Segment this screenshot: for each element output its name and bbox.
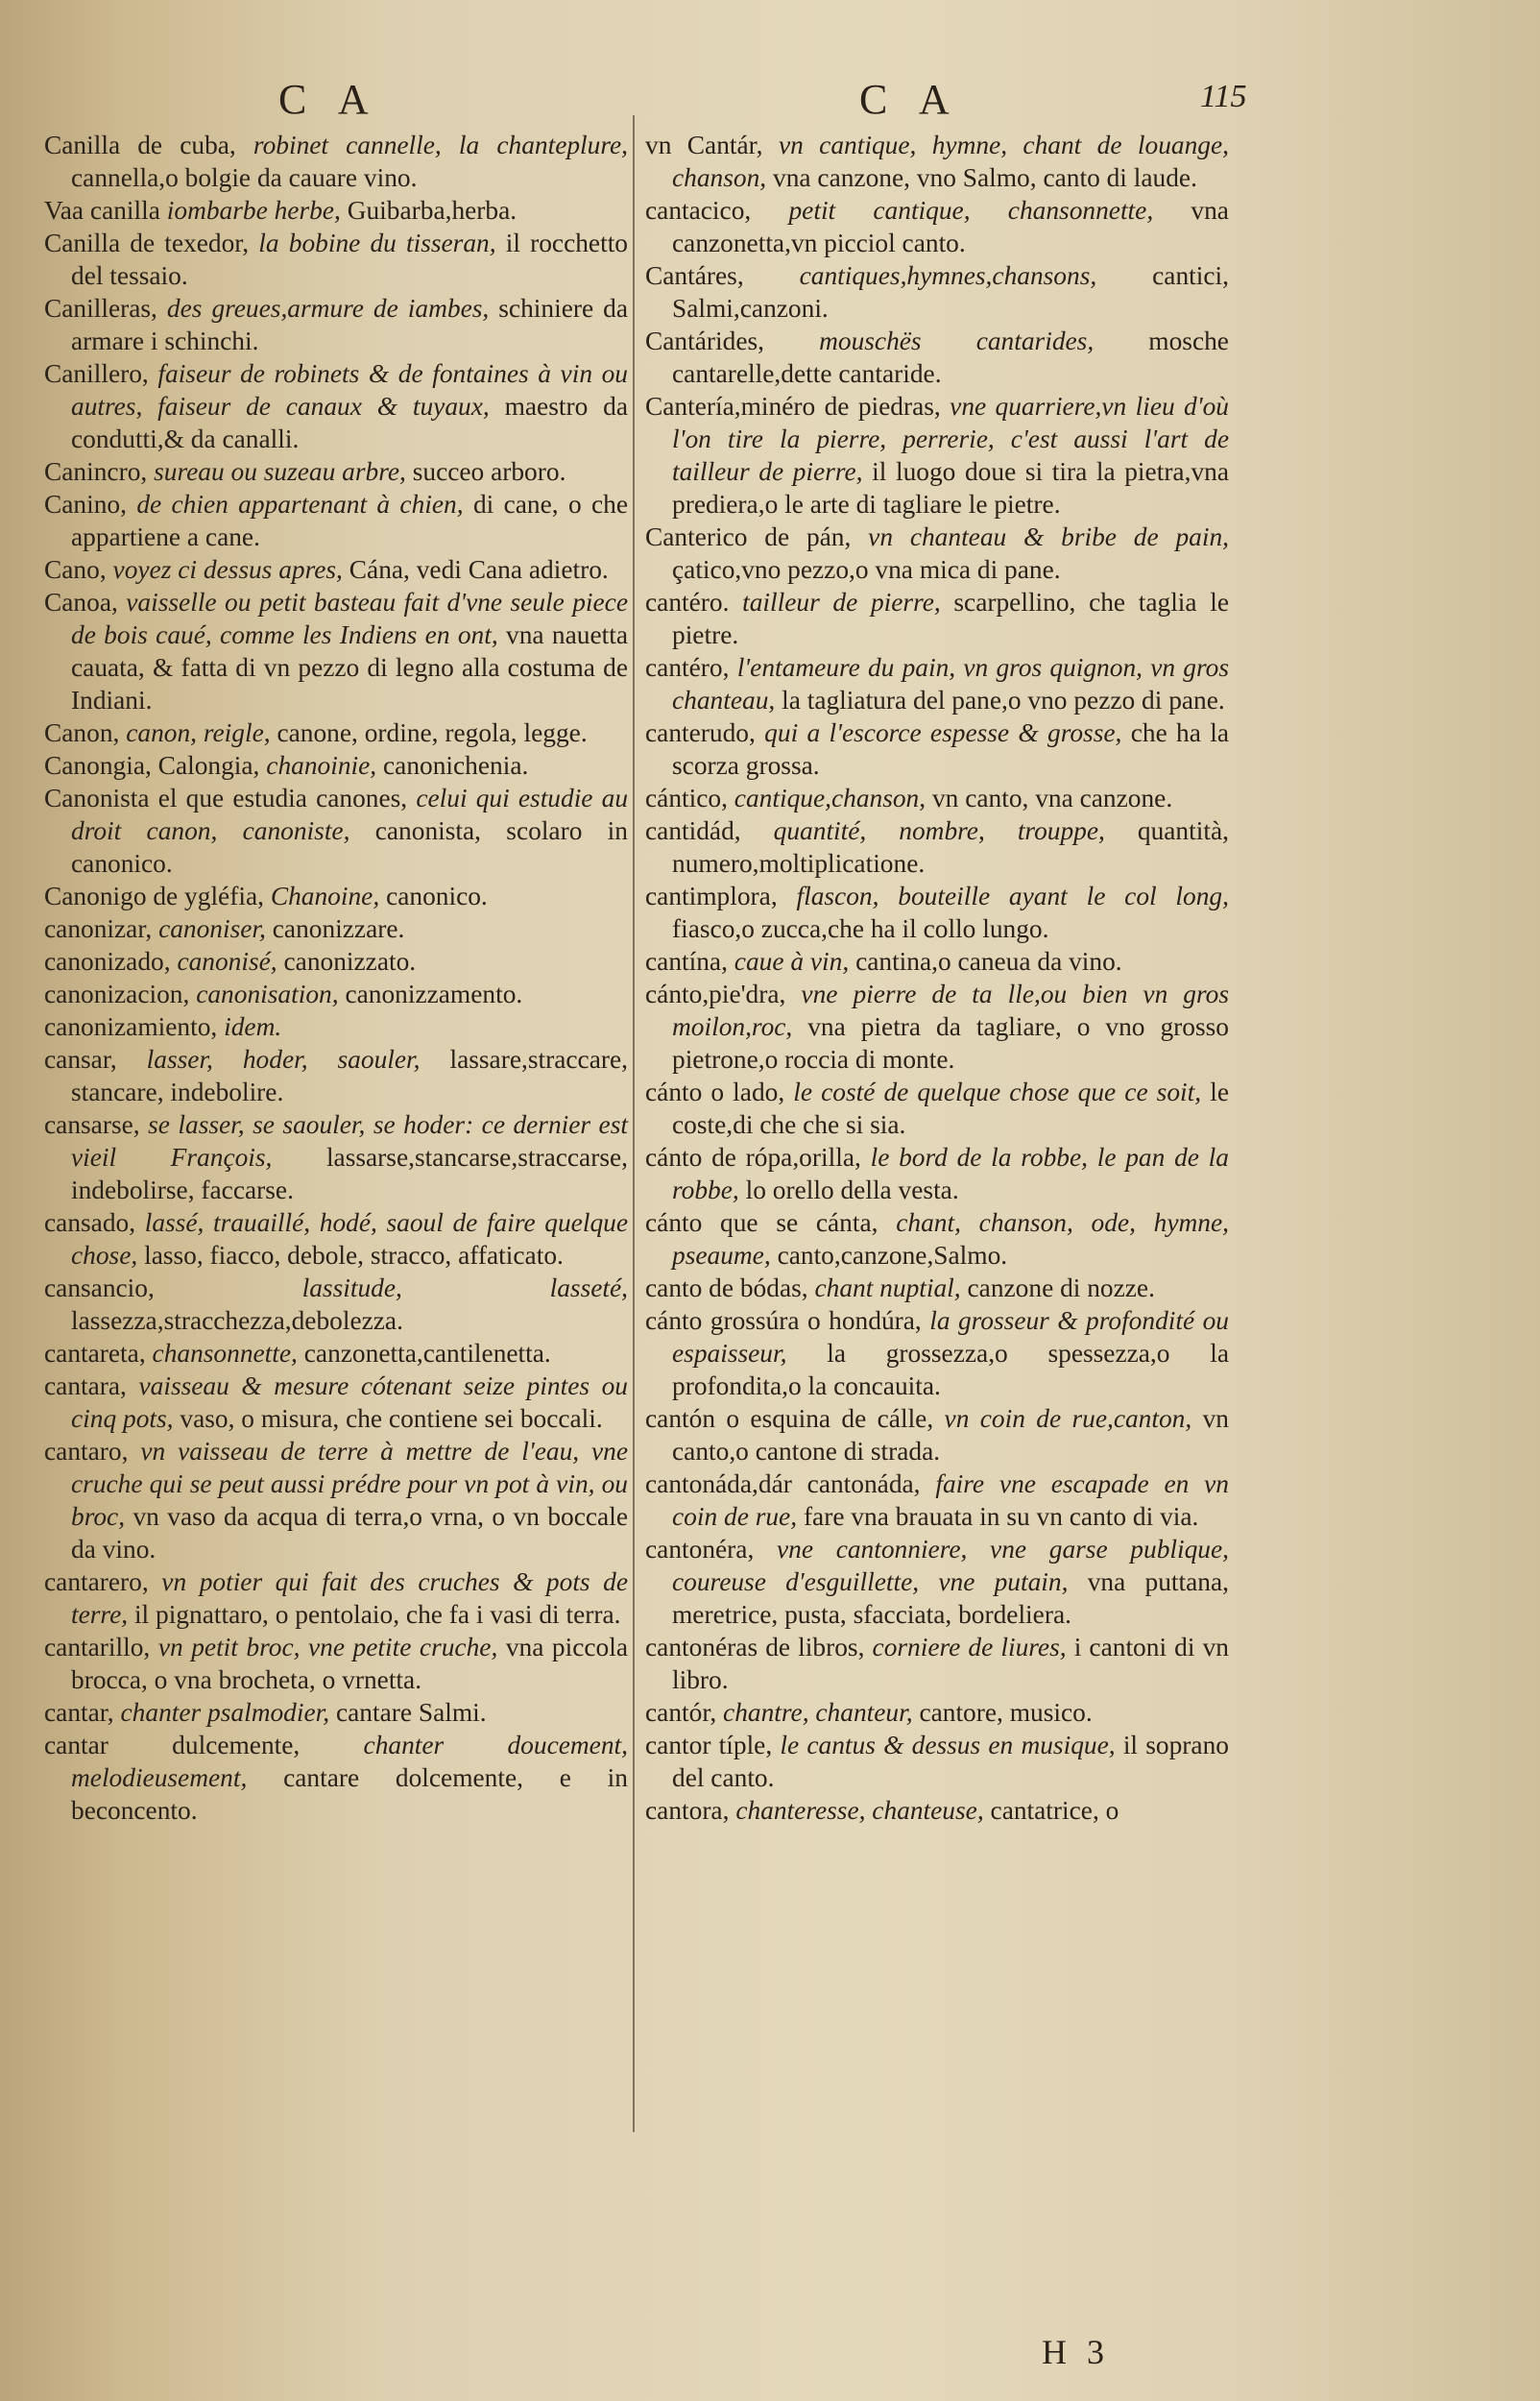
- italian-gloss: la grossezza,o spessezza,o la profondita,o la concauita.: [672, 1339, 1229, 1400]
- dictionary-entry: [645, 1402, 1229, 1467]
- dictionary-entry: [645, 880, 1229, 945]
- page-number: 115: [1200, 79, 1247, 114]
- french-gloss: robinet cannelle, la chanteplure,: [253, 131, 628, 159]
- french-gloss: chant nuptial,: [814, 1273, 961, 1302]
- dictionary-entry: [44, 912, 628, 945]
- italian-gloss: canonizzamento.: [345, 980, 523, 1008]
- french-gloss: l'entameure du pain, vn gros quignon, vn gros chanteau,: [672, 653, 1229, 715]
- right-column: [645, 129, 1229, 1827]
- spanish-headword: cantarero,: [44, 1567, 149, 1596]
- spanish-headword: Canillero,: [44, 359, 149, 388]
- french-gloss: chantre, chanteur,: [723, 1698, 913, 1727]
- italian-gloss: cantatrice, o: [990, 1796, 1119, 1825]
- spanish-headword: Canino,: [44, 490, 127, 519]
- dictionary-entry: [44, 1696, 628, 1729]
- spanish-headword: Canon,: [44, 718, 120, 747]
- dictionary-entry: [645, 814, 1229, 880]
- french-gloss: vne quarriere,vn lieu d'où l'on tire la pierre, perrerie, c'est aussi l'art de tailleur de pierre,: [672, 392, 1229, 486]
- spanish-headword: cantonéra,: [645, 1535, 755, 1564]
- dictionary-entry: [645, 390, 1229, 521]
- italian-gloss: canonista, scolaro in canonico.: [71, 816, 628, 878]
- dictionary-entry: [44, 716, 628, 749]
- italian-gloss: le coste,di che che si sia.: [672, 1078, 1229, 1139]
- dictionary-entry: [44, 1631, 628, 1696]
- spanish-headword: cantón o esquina de cálle,: [645, 1404, 934, 1433]
- spanish-headword: cánto que se cánta,: [645, 1208, 878, 1237]
- french-gloss: le cantus & dessus en musique,: [780, 1731, 1116, 1759]
- spanish-headword: Canilla de cuba,: [44, 131, 236, 159]
- spanish-headword: cantarillo,: [44, 1633, 151, 1661]
- dictionary-entry: [645, 1467, 1229, 1533]
- spanish-headword: vn Cantár,: [645, 131, 763, 159]
- dictionary-entry: [44, 782, 628, 880]
- italian-gloss: cantici, Salmi,canzoni.: [672, 261, 1229, 323]
- french-gloss: cantique,chanson,: [734, 784, 926, 812]
- italian-gloss: vna pietra da tagliare, o vno grosso pietrone,o roccia di monte.: [672, 1012, 1229, 1074]
- french-gloss: vn cantique, hymne, chant de louange, chanson,: [672, 131, 1230, 192]
- italian-gloss: canto,canzone,Salmo.: [777, 1241, 1008, 1270]
- french-gloss: qui a l'escorce espesse & grosse,: [764, 718, 1122, 747]
- french-gloss: chant, chanson, ode, hymne, pseaume,: [672, 1208, 1229, 1270]
- italian-gloss: mosche cantarelle,dette cantaride.: [672, 327, 1229, 388]
- spanish-headword: canonizamiento,: [44, 1012, 218, 1041]
- italian-gloss: fare vna brauata in su vn canto di via.: [803, 1502, 1199, 1531]
- french-gloss: la bobine du tisseran,: [258, 229, 496, 257]
- dictionary-entry: [44, 1337, 628, 1370]
- dictionary-entry: [645, 129, 1229, 194]
- dictionary-entry: [44, 1435, 628, 1565]
- italian-gloss: canzonetta,cantilenetta.: [303, 1339, 551, 1368]
- french-gloss: lasser, hoder, saouler,: [146, 1045, 421, 1074]
- dictionary-entry: [44, 1370, 628, 1435]
- italian-gloss: vna nauetta cauata, & fatta di vn pezzo di legno alla costuma de Indiani.: [71, 620, 628, 715]
- dictionary-entry: [44, 880, 628, 912]
- french-gloss: tailleur de pierre,: [742, 588, 941, 617]
- french-gloss: canonisation,: [196, 980, 339, 1008]
- dictionary-entry: [645, 1141, 1229, 1206]
- italian-gloss: canonichenia.: [383, 751, 529, 780]
- french-gloss: vaisseau & mesure cótenant seize pintes ou cinq pots,: [71, 1371, 628, 1433]
- italian-gloss: la tagliatura del pane,o vno pezzo di pane.: [782, 686, 1225, 715]
- left-column: [44, 129, 628, 1827]
- italian-gloss: il soprano del canto.: [672, 1731, 1229, 1792]
- italian-gloss: vn vaso da acqua di terra,o vrna, o vn boccale da vino.: [71, 1502, 628, 1564]
- spanish-headword: Canonigo de ygléfia,: [44, 882, 264, 910]
- french-gloss: vn vaisseau de terre à mettre de l'eau, vne cruche qui se peut aussi prédre pour vn pot à vin, ou broc,: [71, 1437, 629, 1531]
- dictionary-entry: [44, 194, 628, 227]
- spanish-headword: Canonista el que estudia canones,: [44, 784, 408, 812]
- italian-gloss: canzone di nozze.: [967, 1273, 1155, 1302]
- french-gloss: quantité, nombre, trouppe,: [773, 816, 1105, 845]
- dictionary-entry: [44, 553, 628, 586]
- italian-gloss: vna puttana, meretrice, pusta, sfacciata, bordeliera.: [672, 1567, 1229, 1629]
- french-gloss: vne pierre de ta lle,ou bien vn gros moilon,roc,: [672, 980, 1229, 1041]
- dictionary-entry: [645, 1304, 1229, 1402]
- dictionary-entry: [645, 521, 1229, 586]
- italian-gloss: il rocchetto del tessaio.: [71, 229, 628, 290]
- spanish-headword: cantonéras de libros,: [645, 1633, 865, 1661]
- dictionary-entry: [645, 194, 1229, 259]
- dictionary-entry: [645, 1272, 1229, 1304]
- dictionary-entry: [645, 586, 1229, 651]
- dictionary-entry: [44, 488, 628, 553]
- spanish-headword: cansancio,: [44, 1273, 155, 1302]
- spanish-headword: cantór,: [645, 1698, 717, 1727]
- spanish-headword: Cantárides,: [645, 327, 764, 355]
- spanish-headword: cántico,: [645, 784, 728, 812]
- italian-gloss: vna canzone, vno Salmo, canto di laude.: [773, 163, 1197, 192]
- french-gloss: chanter doucement, melodieusement,: [71, 1731, 628, 1792]
- spanish-headword: Canterico de pán,: [645, 522, 852, 551]
- french-gloss: la grosseur & profondité ou espaisseur,: [672, 1306, 1229, 1368]
- spanish-headword: cansar,: [44, 1045, 117, 1074]
- italian-gloss: vn canto, vna canzone.: [931, 784, 1173, 812]
- spanish-headword: cantimplora,: [645, 882, 778, 910]
- french-gloss: celui qui estudie au droit canon, canoniste,: [71, 784, 629, 845]
- spanish-headword: cánto de rópa,orilla,: [645, 1143, 861, 1172]
- spanish-headword: Cano,: [44, 555, 107, 584]
- spanish-headword: cantonáda,dár cantonáda,: [645, 1469, 921, 1498]
- dictionary-entry: [645, 945, 1229, 978]
- italian-gloss: fiasco,o zucca,che ha il collo lungo.: [672, 914, 1049, 943]
- italian-gloss: canonico.: [386, 882, 488, 910]
- italian-gloss: cantore, musico.: [919, 1698, 1093, 1727]
- dictionary-entry: [44, 1043, 628, 1108]
- french-gloss: corniere de liures,: [872, 1633, 1067, 1661]
- french-gloss: lassé, trauaillé, hodé, saoul de faire quelque chose,: [71, 1208, 628, 1270]
- spanish-headword: cantidád,: [645, 816, 741, 845]
- dictionary-entry: [44, 1108, 628, 1206]
- column-divider: [633, 115, 635, 2132]
- italian-gloss: quantità, numero,moltiplicatione.: [672, 816, 1229, 878]
- dictionary-entry: [44, 1272, 628, 1337]
- spanish-headword: cantora,: [645, 1796, 730, 1825]
- spanish-headword: cantína,: [645, 947, 728, 976]
- italian-gloss: lassarse,stancarse,straccarse, indebolirse, faccarse.: [71, 1143, 628, 1204]
- french-gloss: de chien appartenant à chien,: [136, 490, 464, 519]
- italian-gloss: çatico,vno pezzo,o vna mica di pane.: [672, 555, 1061, 584]
- french-gloss: le bord de la robbe, le pan de la robbe,: [672, 1143, 1229, 1204]
- spanish-headword: cansado,: [44, 1208, 136, 1237]
- french-gloss: chanteresse, chanteuse,: [735, 1796, 984, 1825]
- spanish-headword: Canoa,: [44, 588, 118, 617]
- italian-gloss: vna canzonetta,vn picciol canto.: [672, 196, 1229, 257]
- italian-gloss: Guibarba,herba.: [347, 196, 517, 225]
- french-gloss: vn chanteau & bribe de pain,: [868, 522, 1229, 551]
- dictionary-entry: [44, 1729, 628, 1827]
- spanish-headword: canonizado,: [44, 947, 171, 976]
- italian-gloss: lo orello della vesta.: [745, 1176, 959, 1204]
- italian-gloss: che ha la scorza grossa.: [672, 718, 1229, 780]
- french-gloss: chanter psalmodier,: [120, 1698, 330, 1727]
- dictionary-entry: [645, 1729, 1229, 1794]
- french-gloss: flascon, bouteille ayant le col long,: [796, 882, 1229, 910]
- italian-gloss: canonizzato.: [283, 947, 417, 976]
- italian-gloss: cantina,o caneua da vino.: [855, 947, 1122, 976]
- italian-gloss: lasso, fiacco, debole, stracco, affaticato.: [144, 1241, 564, 1270]
- spanish-headword: canonizacion,: [44, 980, 190, 1008]
- italian-gloss: di cane, o che appartiene a cane.: [71, 490, 628, 551]
- dictionary-entry: [645, 651, 1229, 716]
- italian-gloss: i cantoni di vn libro.: [672, 1633, 1229, 1694]
- dictionary-entry: [44, 1565, 628, 1631]
- dictionary-entry: [44, 455, 628, 488]
- spanish-headword: cantar,: [44, 1698, 114, 1727]
- spanish-headword: cansarse,: [44, 1110, 140, 1139]
- italian-gloss: il pignattaro, o pentolaio, che fa i vasi di terra.: [133, 1600, 621, 1629]
- spanish-headword: cantor típle,: [645, 1731, 773, 1759]
- french-gloss: Chanoine,: [270, 882, 380, 910]
- french-gloss: canonisé,: [177, 947, 277, 976]
- italian-gloss: cantare Salmi.: [335, 1698, 487, 1727]
- french-gloss: chansonnette,: [152, 1339, 298, 1368]
- spanish-headword: cantareta,: [44, 1339, 146, 1368]
- italian-gloss: canonizzare.: [272, 914, 405, 943]
- dictionary-entry: [645, 978, 1229, 1076]
- spanish-headword: cánto,pie'dra,: [645, 980, 786, 1008]
- french-gloss: petit cantique, chansonnette,: [788, 196, 1154, 225]
- italian-gloss: schiniere da armare i schinchi.: [71, 294, 628, 355]
- italian-gloss: scarpellino, che taglia le pietre.: [672, 588, 1229, 649]
- french-gloss: voyez ci dessus apres,: [112, 555, 343, 584]
- dictionary-entry: [645, 1794, 1229, 1827]
- dictionary-entry: [44, 1206, 628, 1272]
- dictionary-entry: [44, 357, 628, 455]
- dictionary-entry: [44, 292, 628, 357]
- french-gloss: canon, reigle,: [126, 718, 271, 747]
- french-gloss: faiseur de robinets & de fontaines à vin ou autres, faiseur de canaux & tuyaux,: [71, 359, 628, 421]
- spanish-headword: cantacico,: [645, 196, 752, 225]
- spanish-headword: Canilleras,: [44, 294, 157, 323]
- french-gloss: le costé de quelque chose que ce soit,: [793, 1078, 1202, 1106]
- french-gloss: idem.: [224, 1012, 282, 1041]
- dictionary-entry: [44, 978, 628, 1010]
- italian-gloss: cannella,o bolgie da cauare vino.: [71, 163, 418, 192]
- dictionary-entry: [645, 1533, 1229, 1631]
- french-gloss: cantiques,hymnes,chansons,: [799, 261, 1097, 290]
- spanish-headword: cánto o lado,: [645, 1078, 785, 1106]
- spanish-headword: Cantáres,: [645, 261, 744, 290]
- italian-gloss: vna piccola brocca, o vna brocheta, o vrnetta.: [71, 1633, 629, 1694]
- dictionary-entry: [645, 1631, 1229, 1696]
- spanish-headword: cantéro.: [645, 588, 730, 617]
- french-gloss: des greues,armure de iambes,: [166, 294, 490, 323]
- spanish-headword: cantéro,: [645, 653, 730, 682]
- running-head-left: C A: [278, 76, 380, 123]
- spanish-headword: canonizar,: [44, 914, 153, 943]
- dictionary-entry: [645, 259, 1229, 325]
- spanish-headword: Canilla de texedor,: [44, 229, 250, 257]
- italian-gloss: lassare,straccare, stancare, indebolire.: [71, 1045, 628, 1106]
- french-gloss: faire vne escapade en vn coin de rue,: [672, 1469, 1230, 1531]
- dictionary-entry: [44, 129, 628, 194]
- french-gloss: caue à vin,: [734, 947, 850, 976]
- spanish-headword: canto de bódas,: [645, 1273, 808, 1302]
- dictionary-entry: [44, 749, 628, 782]
- signature-mark: H 3: [1042, 2333, 1110, 2371]
- spanish-headword: canterudo,: [645, 718, 756, 747]
- french-gloss: iombarbe herbe,: [166, 196, 341, 225]
- spanish-headword: Vaa canilla: [44, 196, 160, 225]
- dictionary-entry: [645, 1076, 1229, 1141]
- page-header: [0, 75, 1540, 133]
- italian-gloss: il luogo doue si tira la pietra,vna prediera,o le arte di tagliare le pietre.: [672, 457, 1229, 519]
- french-gloss: vn potier qui fait des cruches & pots de terre,: [71, 1567, 628, 1629]
- french-gloss: vaisselle ou petit basteau fait d'vne seule piece de bois caué, comme les Indiens en ont,: [71, 588, 628, 649]
- spanish-headword: Canongia, Calongia,: [44, 751, 260, 780]
- spanish-headword: cantar dulcemente,: [44, 1731, 301, 1759]
- spanish-headword: cánto grossúra o hondúra,: [645, 1306, 922, 1335]
- french-gloss: sureau ou suzeau arbre,: [154, 457, 406, 486]
- spanish-headword: Cantería,minéro de piedras,: [645, 392, 941, 421]
- french-gloss: vn petit broc, vne petite cruche,: [157, 1633, 498, 1661]
- italian-gloss: succeo arboro.: [412, 457, 566, 486]
- spanish-headword: Canincro,: [44, 457, 148, 486]
- italian-gloss: canone, ordine, regola, legge.: [277, 718, 588, 747]
- italian-gloss: vn canto,o cantone di strada.: [672, 1404, 1229, 1466]
- french-gloss: mouschës cantarides,: [819, 327, 1095, 355]
- dictionary-entry: [645, 325, 1229, 390]
- dictionary-entry: [44, 227, 628, 292]
- spanish-headword: cantaro,: [44, 1437, 129, 1466]
- running-head-right: C A: [859, 76, 961, 123]
- italian-gloss: Cána, vedi Cana adietro.: [349, 555, 609, 584]
- dictionary-entry: [44, 1010, 628, 1043]
- dictionary-entry: [645, 782, 1229, 814]
- italian-gloss: lassezza,stracchezza,debolezza.: [71, 1306, 403, 1335]
- italian-gloss: cantare dolcemente, e in beconcento.: [71, 1763, 628, 1825]
- dictionary-entry: [645, 1696, 1229, 1729]
- dictionary-entry: [44, 586, 628, 716]
- french-gloss: chanoinie,: [266, 751, 377, 780]
- dictionary-entry: [645, 716, 1229, 782]
- french-gloss: vne cantonniere, vne garse publique, coureuse d'esguillette, vne putain,: [672, 1535, 1229, 1596]
- italian-gloss: vaso, o misura, che contiene sei boccali.: [180, 1404, 603, 1433]
- italian-gloss: maestro da condutti,& da canalli.: [71, 392, 628, 453]
- french-gloss: lassitude, lasseté,: [301, 1273, 628, 1302]
- french-gloss: se lasser, se saouler, se hoder: ce dernier est vieil François,: [71, 1110, 628, 1172]
- french-gloss: vn coin de rue,canton,: [944, 1404, 1192, 1433]
- dictionary-entry: [645, 1206, 1229, 1272]
- spanish-headword: cantara,: [44, 1371, 127, 1400]
- dictionary-entry: [44, 945, 628, 978]
- french-gloss: canoniser,: [158, 914, 266, 943]
